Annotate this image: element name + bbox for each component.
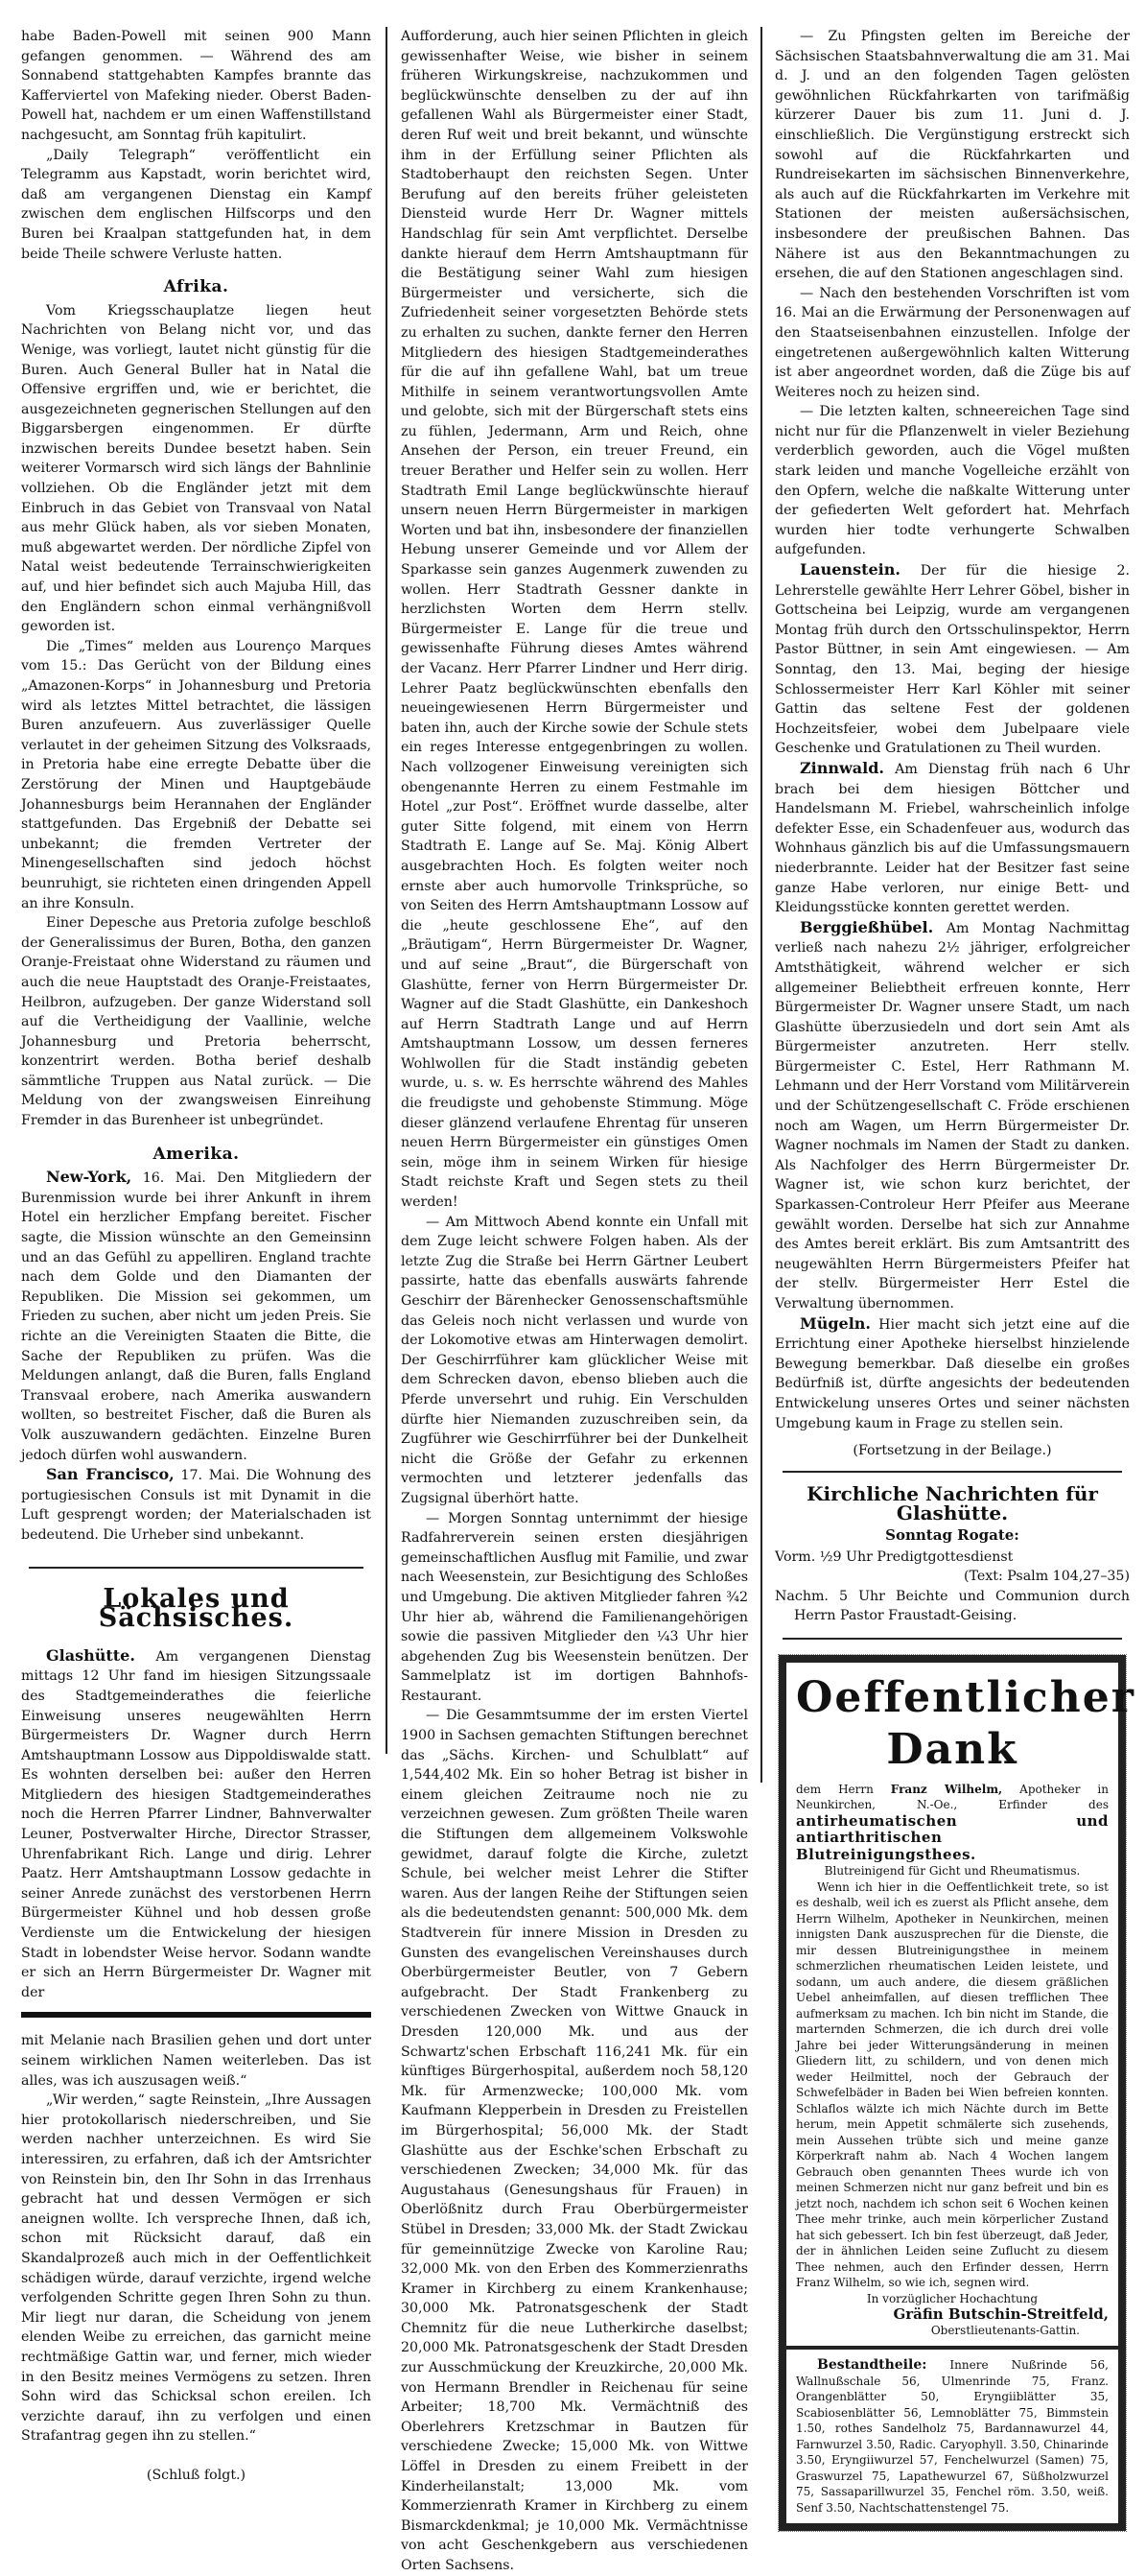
article-paragraph: Aufforderung, auch hier seinen Pflichten in gleich gewissenhafter Weise, wie bisher in seinem früheren Wirkungskreise, nachzukommen und beglückwünschte denselben zu der auf ihn gefallenen Wahl als Bürgermeister einer Stadt, deren Ruf weit und breit bekannt, und wünschte ihm in der Erfüllung seiner Pflichten als Stadtoberhaupt den reichsten Segen. Unter Berufung auf den bereits früher geleisteten Diensteid wurde Herr Dr. Wagner mittels Handschlag für sein Amt verpflichtet. Derselbe dankte hierauf dem Herrn Amtshauptmann für die Bestätigung seiner Wahl zum hiesigen Bürgermeister und versicherte, sich die Zufriedenheit seiner vorgesetzten Behörde stets zu erhalten zu suchen, dankte ferner den Herren Mitgliedern des hiesigen Stadtgemeinderathes für die auf ihn gefallene Wahl, bat um treue Mithilfe in seinem verantwortungsvollen Amte und gelobte, sich mit der Bürgerschaft stets eins zu fühlen, Jedermann, Arm und Reich, ohne Ansehen der Person, ein treuer Freund, ein treuer Berather und Helfer sein zu wollen. Herr Stadtrath Emil Lange beglückwünschte hierauf unsern neuen Herrn Bürgermeister in markigen Worten und bat ihn, insbesondere der finanziellen Hebung unserer Gemeinde und vor Allem der Sparkasse sein ganzes Augenmerk zuwenden zu wollen. Herr Stadtrath Gessner dankte in herzlichsten Worten dem Herrn stellv. Bürgermeister E. Lange für die treue und gewissenhafte Führung dieses Amtes während der Vacanz. Herr Pfarrer Lindner und Herr dirig. Lehrer Paatz beglückwünschten ebenfalls den neueingewiesenen Herrn Bürgermeister und baten ihn, auch der Kirche sowie der Schule stets ein reges Interesse entgegenbringen zu wollen. Nach vollzogener Einweisung vereinigten sich obengenannte Herren zu einem Festmahle im Hotel „zur Post“. Eröffnet wurde dasselbe, alter guter Sitte folgend, mit einem von Herrn Stadtrath E. Lange auf Se. Maj. König Albert ausgebrachten Hoch. Es folgten weiter noch ernste aber auch humorvolle Trinksprüche, so von Seiten des Herrn Amtshauptmann Lossow auf die „heute geschlossene Ehe“, auf den „Bräutigam“, Herrn Bürgermeister Dr. Wagner, und auf seine „Braut“, die Bürgerschaft von Glashütte, ferner von Herrn Bürgermeister Dr. Wagner auf die Stadt Glashütte, ein Dankeshoch auf Herrn Stadtrath Lange und auf Herrn Amtshauptmann Lossow, um dessen ferneres Wohlwollen für die Stadt inständig gebeten wurde, u. s. w. Es herrschte während des Mahles die freudigste und gehobenste Stimmung. Möge dieser glänzend verlaufene Ehrentag für unseren neuen Herrn Bürgermeister ein günstiges Omen sein, möge ihm in seinem Wirken für hiesige Stadt reichste Kraft und Segen stets zu theil werden!: [401, 29, 748, 1211]
news-text: Der für die hiesige 2. Lehrerstelle gewählte Herr Lehrer Göbel, bisher in Gottscheina bei Leipzig, wurde am vergangenen Montag früh durch den Ortsschulinspektor, Herrn Pastor Büttner, in sein Amt eingewiesen. — Am Sonntag, den 13. Mai, beging der hiesige Schlossermeister Herr Karl Köhler mit seiner Gattin das seltene Fest der goldenen Hochzeitsfeier, wobei dem Jubelpaare viele Geschenke und Gratulationen zu Theil wurden.: [775, 563, 1130, 757]
article-paragraph: Die „Times“ melden aus Lourenço Marques vom 15.: Das Gerücht von der Bildung eines „Amazonen-Korps“ in Johannesburg und Pretoria wird als letztes Mittel betrachtet, die lässigen Buren anzufeuern. Aus zuverlässiger Quelle verlautet in der geheimen Sitzung des Volksraads, in Pretoria habe eine erregte Debatte über die Zerstörung der Minen und Hauptgebäude Johannesburgs beim Herannahen der Engländer stattgefunden. Das Ergebniß der Debatte sei unbekannt; die fremden Vertreter der Minengesellschaften sind jedoch höchst beunruhigt, sie richteten einen dringenden Appell an ihre Konsuln.: [21, 638, 371, 911]
ad-ingredients: [786, 2346, 1118, 2516]
column-middle: [401, 27, 748, 2576]
section-divider: [783, 1471, 1122, 1473]
dateline-place: Lauenstein.: [800, 560, 900, 579]
dateline-place: Mügeln.: [800, 1313, 871, 1333]
section-divider: [29, 1567, 363, 1569]
section-heading-afrika: Afrika.: [163, 277, 229, 297]
advertisement-box: [779, 1655, 1135, 2532]
section-divider: [783, 1638, 1122, 1640]
article-paragraph: Einer Depesche aus Pretoria zufolge beschloß der Generalissimus der Buren, Botha, den ganzen Oranje-Freistaat ohne Widerstand zu räumen und auch die neue Hauptstadt des Oranje-Freistaates, Heilbron, aufzugeben. Der ganze Widerstand soll auf die Vertheidigung der Vaallinie, welche Johannesburg und Pretoria beherrscht, konzentrirt werden. Botha berief deshalb sämmtliche Truppen aus Natal zurück. — Die Meldung von der zwangsweisen Einreihung Fremder in das Burenheer ist unbegründet.: [21, 915, 371, 1129]
ingredients-label: Bestandtheile:: [817, 2357, 927, 2374]
church-sermon-text: (Text: Psalm 104,27–35): [963, 1569, 1130, 1585]
church-service-line: Nachm. 5 Uhr Beichte und Communion durch Herrn Pastor Fraustadt-Geising.: [775, 1588, 1130, 1624]
article-paragraph: — Am Mittwoch Abend konnte ein Unfall mit dem Zuge leicht schwere Folgen haben. Als der letzte Zug die Straße bei Herrn Gärtner Leubert passirte, hatte das ebenfalls auswärts fahrende Geschirr der Bärenhecker Genossenschaftsmühle das Geleis noch nicht verlassen und wurde von der Lokomotive etwas am Hinterwagen demolirt. Der Geschirrführer kam glücklicher Weise mit dem Schrecken davon, ebenso blieben auch die Pferde unversehrt und ruhig. Ein Verschulden dürfte hier Niemanden zuzuschreiben sein, da Zugführer wie Geschirrführer bei der Dunkelheit nicht die Größe der Gefahr zu erkennen vermochten und letzterer jedenfalls das Zugsignal überhört hatte.: [401, 1214, 748, 1506]
ad-product-name: antirheumatischen und antiarthritischen Blutreinigungsthees.: [796, 1811, 1109, 1863]
ad-title: Oeffentlicher Dank: [796, 1672, 1135, 1774]
article-paragraph: habe Baden-Powell mit seinen 900 Mann gefangen genommen. — Während des am Sonnabend stattgehabten Kampfes brannte das Kafferviertel von Mafeking nieder. Oberst Baden-Powell hat, nachdem er um einen Waffenstillstand nachgesucht, am Sonntag früh kapitulirt.: [21, 29, 371, 143]
column-right: [775, 27, 1135, 2531]
article-paragraph: Vom Kriegsschauplatze liegen heut Nachrichten von Belang nicht vor, und das Wenige, was vorliegt, lautet nicht günstig für die Buren. Auch General Buller hat in Natal die Offensive ergriffen und, wie er berichtet, die ausgezeichneten gegnerischen Stellungen auf den Biggarsbergen eingenommen. Er dürfte inzwischen bereits Dundee besetzt haben. Sein weiterer Vormarsch wird sich längs der Bahnlinie vollziehen. Ob die Engländer jetzt mit dem Einbruch in das Gebiet von Transvaal von Natal aus mehr Glück haben, als vor sieben Monaten, muß abgewartet werden. Der nördliche Zipfel von Natal weist bedeutende Terrainschwierigkeiten auf, und hier befindet sich auch Majuba Hill, das den Engländern schon einmal verhängnißvoll geworden ist.: [21, 302, 371, 635]
ad-lead-text: Apotheker in Neunkirchen, N.-Oe., Erfinder des: [796, 1782, 1109, 1812]
ad-lead-text: dem Herrn: [796, 1782, 891, 1796]
church-service-line: Vorm. ½9 Uhr Predigtgottesdienst: [775, 1548, 1014, 1565]
news-item: [775, 1314, 1130, 1434]
ad-tagline: Blutreinigend für Gicht und Rheumatismus.: [824, 1864, 1081, 1879]
news-text: Hier macht sich jetzt eine auf die Errichtung einer Apotheke hierselbst hinzielende Bewegung bemerkbar. Daß dieselbe ein großes Bedürfniß ist, dürfte angesichts der bedeutenden Entwickelung unseres Ortes und seiner nächsten Umgebung kaum in Frage zu stellen sein.: [775, 1316, 1130, 1431]
article-paragraph: — Die Gesammtsumme der im ersten Viertel 1900 in Sachsen gemachten Stiftungen berechnet das „Sächs. Kirchen- und Schulblatt“ auf 1,544,402 Mk. Ein so hoher Betrag ist bisher in einem gleichen Zeitraume noch nie zu verzeichnen gewesen. Zum größten Theile waren die Stiftungen dem allgemeinem Volkswohle gewidmet, darauf folgte die Kirche, zuletzt Schule, bei welcher meist Lehrer die Stifter waren. Aus der langen Reihe der Stiftungen seien als die bedeutendsten genannt: 500,000 Mk. dem Stadtverein für innere Mission in Dresden zu Gunsten des evangelischen Vereinshauses durch Oberbürgermeister Beutler, von 7 Gebern aufgebracht. Der Stadt Frankenberg zu verschiedenen Zwecken von Wittwe Gnauck in Dresden 120,000 Mk. und aus der Schwartz'schen Erbschaft 116,241 Mk. für ein künftiges Bürgerhospital, außerdem noch 58,120 Mk. für Armenzwecke; 100,000 Mk. vom Kaufmann Klepperbein in Dresden zu Freistellen im Bürgerhospital; 56,000 Mk. der Stadt Glashütte aus der Eschke'schen Erbschaft zu verschiedenen Zwecken; 34,000 Mk. für das Augustahaus (Genesungshaus für Frauen) in Oberlößnitz durch Frau Oberbürgermeister Stübel in Dresden; 33,000 Mk. der Stadt Zwickau für gemeinnützige Zwecke von Karoline Rau; 32,000 Mk. von den Erben des Kommerzienraths Kramer in Kirchberg zu einem Krankenhause; 30,000 Mk. Patronatsgeschenk der Stadt Chemnitz für die neue Lutherkirche daselbst; 20,000 Mk. Patronatsgeschenk der Stadt Dresden zur Ausschmückung der Kreuzkirche, 20,000 Mk. von Hermann Brendler in Reichenau für seine Arbeiter; 18,700 Mk. Vermächtniß des Oberlehrers Kretzschmar in Bautzen für verschiedene Zwecke; 15,000 Mk. von Wittwe Löffel in Dresden zu einem Freibett in der Kinderheilanstalt; 13,000 Mk. vom Kommerzienrath Kramer in Kirchberg zu einem Bismarckdenkmal; je 10,000 Mk. Vermächtnisse von acht Geschenkgebern aus verschiedenen Orten Sachsens.: [401, 1708, 748, 2573]
news-text: Am Montag Nachmittag verließ nach nahezu 2½ jähriger, erfolgreicher Amtsthätigkeit, während welcher er sich allgemeiner Beliebtheit erfreuen konnte, Herr Bürgermeister Dr. Wagner unsere Stadt, um nach Glashütte überzusiedeln und dort sein Amt als Bürgermeister anzutreten. Herr stellv. Bürgermeister C. Estel, Herr Rathmann M. Lehmann und der Herr Vorstand vom Militärverein und der Schützengesellschaft C. Fröde erschienen noch am Wagen, um Herrn Bürgermeister Dr. Wagner nochmals im Namen der Stadt zu danken. Als Nachfolger des Herrn Bürgermeister Dr. Wagner ist, wie schon kurz berichtet, der Sparkassen-Controleur Herr Pfeifer aus Meerane gewählt worden. Derselbe hat sich zur Annahme des Amtes bereit erklärt. Bis zum Amtsantritt des neugewählten Herrn Bürgermeisters Pfeifer hat der stellv. Bürgermeister Herr Estel die Verwaltung übernommen.: [775, 920, 1130, 1312]
news-item: [21, 1465, 371, 1545]
article-paragraph: — Die letzten kalten, schneereichen Tage sind nicht nur für die Pflanzenwelt in vieler Beziehung verderblich geworden, auch die Vögel mußten stark leiden und manche Vogelleiche erzählt von den Opfern, welche die naßkalte Witterung unter der gefiederten Welt gefordert hat. Mehrfach wurden hier todte verhungerte Schwalben aufgefunden.: [775, 404, 1130, 558]
dateline-place: New-York,: [46, 1168, 132, 1187]
news-text: 17. Mai. Die Wohnung des portugiesischen Consuls ist mit Dynamit in die Luft gesprengt worden; der Materialschaden ist bedeutend. Die Urheber sind unbekannt.: [21, 1468, 371, 1543]
article-paragraph: — Nach den bestehenden Vorschriften ist vom 16. Mai an die Erwärmung der Personenwagen auf den Staatseisenbahnen einzustellen. Infolge der eingetretenen außergewöhnlich kalten Witterung ist aber angeordnet worden, daß die Züge bis auf Weiteres noch zu heizen sind.: [775, 285, 1130, 400]
feuilleton-divider: [21, 2012, 371, 2018]
column-left: [21, 27, 371, 2485]
dateline-place: Berggießhübel.: [800, 917, 934, 936]
dateline-place: Zinnwald.: [800, 758, 884, 777]
news-text: Am Dienstag früh nach 6 Uhr brach bei dem hiesigen Böttcher und Handelsmann M. Friebel, wahrscheinlich infolge defekter Esse, ein Schadenfeuer aus, wodurch das Wohnhaus gänzlich bis auf die Umfassungsmauern niederbrannte. Leider hat der Besitzer fast seine ganze Habe verloren, nur einige Bett- und Kleidungsstücke konnten gerettet werden.: [775, 761, 1130, 916]
section-heading-amerika: Amerika.: [152, 1144, 240, 1164]
feuilleton-paragraph: „Wir werden,“ sagte Reinstein, „Ihre Aussagen hier protokollarisch niederschreiben, und Sie werden nachher unterzeichnen. Es wird Sie interessiren, zu erfahren, daß ich der Amtsrichter von Reinstein bin, den Ihr Sohn in das Irrenhaus gebracht hat und dessen Vermögen er sich aneignen wollte. Ich verspreche Ihnen, daß ich, schon mit Rücksicht darauf, daß ein Skandalprozeß auch mich in der Oeffentlichkeit schädigen würde, darauf verzichte, irgend welche verfolgenden Schritte gegen Ihren Sohn zu thun. Mir liegt nur daran, die Scheidung von jenem elenden Weibe zu erreichen, das garnicht meine rechtmäßige Gattin war, und ferner, mich wieder in den Besitz meines Vermögens zu setzen. Ihren Sohn wird das Schicksal schon ereilen. Ich verzichte darauf, ihn zu verfolgen und einen Strafantrag gegen ihn zu stellen.“: [21, 2092, 371, 2445]
news-item: [775, 759, 1130, 918]
ad-closing: In vorzüglicher Hochachtung: [866, 2291, 1039, 2305]
feuilleton-continued: (Schluß folgt.): [146, 2467, 246, 2483]
news-item: [21, 1646, 371, 2003]
dateline-place: San Francisco,: [46, 1465, 175, 1484]
news-item: [775, 918, 1130, 1314]
continued-note: (Fortsetzung in der Beilage.): [853, 1443, 1052, 1459]
ad-lead-name: Franz Wilhelm,: [890, 1782, 1003, 1796]
ad-body: Wenn ich hier in die Oeffentlichkeit trete, so ist es deshalb, weil ich es zuerst als Pflicht ansehe, dem Herrn Wilhelm, Apotheker in Neunkirchen, meinen innigsten Dank auszusprechen für die Dienste, die mir dessen Blutreinigungsthee in meinem schmerzlichen rheumatischen Leiden leistete, und sodann, um auch andere, die diesem gräßlichen Uebel anheimfallen, auf diesen trefflichen Thee aufmerksam zu machen. Ich bin nicht im Stande, die marternden Schmerzen, die ich durch drei volle Jahre bei jeder Witterungsänderung in meinen Gliedern litt, zu schildern, und von denen mich weder Heilmittel, noch der Gebrauch der Schwefelbäder in Baden bei Wien befreien konnten. Schlaflos wälzte ich mich Nächte durch im Bette herum, mein Appetit schmälerte sich zusehends, mein Aussehen trübte sich und meine ganze Körperkraft nahm ab. Nach 4 Wochen langem Gebrauch oben genannten Thees wurde ich von meinen Schmerzen nicht nur ganz befreit und bin es jetzt noch, nachdem ich schon seit 6 Wochen keinen Thee mehr trinke, auch mein körperlicher Zustand hat sich gebessert. Ich bin fest überzeugt, daß Jeder, der in ähnlichen Leiden seine Zuflucht zu diesem Thee nehmen, auch den Erfinder dessen, Herrn Franz Wilhelm, so wie ich, segnen wird.: [796, 1879, 1109, 2290]
dateline-place: Glashütte.: [46, 1645, 135, 1665]
section-heading-lokales: Lokales und Sächsisches.: [98, 1583, 294, 1634]
ad-signature: Gräfin Butschin-Streitfeld,: [893, 2305, 1109, 2324]
church-news-subtitle: Sonntag Rogate:: [885, 1525, 1019, 1544]
news-text: Am vergangenen Dienstag mittags 12 Uhr fand im hiesigen Sitzungssaale des Stadtgemeinderathes die feierliche Einweisung unseres neugewählten Herrn Bürgermeisters Dr. Wagner durch Herrn Amtshauptmann Lossow aus Dippoldiswalde statt. Es wohnten derselben bei: außer den Herren Mitgliedern des hiesigen Stadtgemeinderathes noch die Herren Pfarrer Lindner, Bahnverwalter Leuner, Postverwalter Hirche, Director Strasser, Uhrenfabrikant Rich. Lange und dirig. Lehrer Paatz. Herr Amtshauptmann Lossow gedachte in seiner Anrede zunächst des verstorbenen Herrn Bürgermeister Kühnel und hob dessen große Verdienste um die Entwickelung der hiesigen Stadt in lobendster Weise hervor. Sodann wandte er sich an Herrn Bürgermeister Dr. Wagner mit der: [21, 1648, 371, 2000]
ad-lead: [796, 1782, 1109, 1864]
article-paragraph: „Daily Telegraph“ veröffentlicht ein Telegramm aus Kapstadt, worin berichtet wird, daß am vergangenen Dienstag ein Kampf zwischen dem englischen Hilfscorps und den Buren bei Kraalpan stattgefunden hat, in dem beide Theile schwere Verluste hatten.: [21, 147, 371, 262]
ingredients-text: Innere Nußrinde 56, Wallnußschale 56, Ulmenrinde 75, Franz. Orangenblätter 50, Eryngiiblätter 35, Scabiosenblätter 56, Lemnoblätter 75, Bimmstein 1.50, rothes Sandelholz 75, Bardannawurzel 44, Farnwurzel 3.50, Radic. Caryophyll. 3.50, Chinarinde 3.50, Eryngiiwurzel 57, Fenchelwurzel (Samen) 75, Graswurzel 75, Lapathewurzel 67, Süßholzwurzel 75, Sassaparillwurzel 35, Fenchel röm. 3.50, weiß. Senf 3.50, Nachtschattenstengel 75.: [796, 2358, 1109, 2515]
article-paragraph: — Morgen Sonntag unternimmt der hiesige Radfahrerverein seinen ersten diesjährigen gemeinschaftlichen Ausflug mit Familie, und zwar nach Weesenstein, zur Besichtigung des Schloßes und Umgebung. Die aktiven Mitglieder fahren ¾2 Uhr hier ab, während die Familienangehörigen sowie die passiven Mitglieder den ¼3 Uhr hier abgehenden Zug bis Weesenstein benützen. Der Sammelplatz ist im dortigen Bahnhofs-Restaurant.: [401, 1510, 748, 1704]
article-paragraph: — Zu Pfingsten gelten im Bereiche der Sächsischen Staatsbahnverwaltung die am 31. Mai d. J. und an den folgenden Tagen gelösten gewöhnlichen Rückfahrkarten von tarifmäßig kürzerer Dauer bis zum 11. Juni d. J. einschließlich. Die Vergünstigung erstreckt sich sowohl auf die Rückfahrkarten und Rundreisekarten im sächsischen Binnenverkehre, als auch auf die Rückfahrkarten im Verkehre mit Stationen der meisten außersächsischen, insbesondere der preußischen Bahnen. Das Nähere ist aus den Bekanntmachungen zu ersehen, die auf den Stationen angeschlagen sind.: [775, 29, 1130, 282]
news-text: 16. Mai. Den Mitgliedern der Burenmission wurde bei ihrer Ankunft in ihrem Hotel ein herzlicher Empfang bereitet. Fischer sagte, die Mission wünschte an den Gemeinsinn und an das Gefühl zu appelliren. England trachte nach dem Golde und den Diamanten der Republiken. Die Mission sei gekommen, um Frieden zu suchen, aber nicht um jeden Preis. Sie richte an die Vereinigten Staaten die Bitte, die Sache der Republiken zu prüfen. Was die Meldungen anlangt, daß die Buren, falls England Transvaal erobere, nach Amerika auswandern wollten, so bestreitet Fischer, daß die Buren als Volk auszuwandern gedächten. Einzelne Buren jedoch dürfen wohl auswandern.: [21, 1170, 371, 1463]
feuilleton-paragraph: mit Melanie nach Brasilien gehen und dort unter seinem wirklichen Namen weiterleben. Das ist alles, was ich auszusagen weiß.“: [21, 2033, 371, 2089]
column-rule-1: [386, 27, 387, 1754]
column-rule-2: [760, 27, 762, 1783]
news-item: [21, 1168, 371, 1465]
ad-signature-title: Oberstlieutenants-Gattin.: [930, 2323, 1080, 2337]
church-news-title: Kirchliche Nachrichten für Glashütte.: [807, 1481, 1098, 1525]
news-item: [775, 560, 1130, 759]
